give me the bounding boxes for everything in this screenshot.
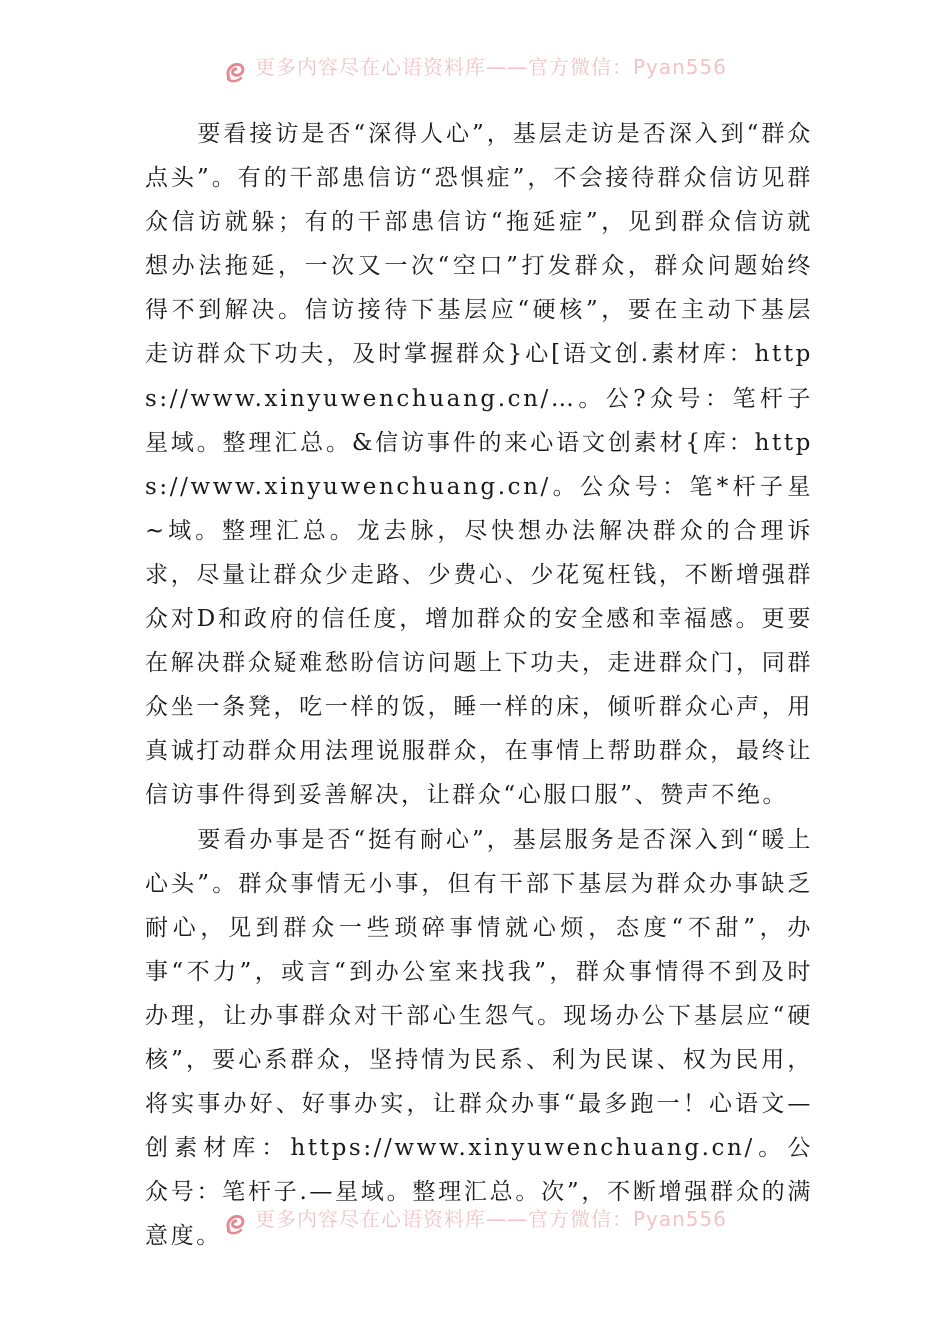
paragraph-2-text: 要看办事是否“挺有耐心”，基层服务是否深入到“暖上心头”。群众事情无小事，但有干部下基层为群众办事缺乏耐心，见到群众一些琐碎事情就心烦，态度“不甜”，办事“不力”，或言“到办公室来找我”，群众事情得不到及时办理，让办事群众对干部心生怨气。现场办公下基层应“硬核”，要心系群众，坚持情为民系、利为民谋、权为民用，将实事办好、好事办实，让群众办事“最多跑一！心语文—创素材库：https://www.xinyuwenchuang.cn/。公众号：笔杆子.—星域。整理汇总。次”，不断增强群众的满意度。 [145, 826, 813, 1250]
document-body [145, 112, 813, 1258]
spiral-logo-icon [223, 58, 249, 84]
paragraph-2 [145, 818, 813, 1259]
spiral-logo-icon [223, 1210, 249, 1236]
footer-watermark [0, 1206, 950, 1240]
header-watermark-text: 更多内容尽在心语资料库——官方微信：Pyan556 [254, 54, 727, 79]
header-watermark [0, 54, 950, 88]
footer-watermark-text: 更多内容尽在心语资料库——官方微信：Pyan556 [254, 1206, 727, 1231]
paragraph-1-text: 要看接访是否“深得人心”，基层走访是否深入到“群众点头”。有的干部患信访“恐惧症”，不会接待群众信访见群众信访就躲；有的干部患信访“拖延症”，见到群众信访就想办法拖延，一次又一次“空口”打发群众，群众问题始终得不到解决。信访接待下基层应“硬核”，要在主动下基层走访群众下功夫，及时掌握群众}心[语文创.素材库：https://www.xinyuwenchuang.cn/…。公?众号：笔杆子星域。整理汇总。&信访事件的来心语文创素材{库：https://www.xinyuwenchuang.cn/。公众号：笔*杆子星~域。整理汇总。龙去脉，尽快想办法解决群众的合理诉求，尽量让群众少走路、少费心、少花冤枉钱，不断增强群众对D和政府的信任度，增加群众的安全感和幸福感。更要在解决群众疑难愁盼信访问题上下功夫，走进群众门，同群众坐一条凳，吃一样的饭，睡一样的床，倾听群众心声，用真诚打动群众用法理说服群众，在事情上帮助群众，最终让信访事件得到妥善解决，让群众“心服口服”、赞声不绝。 [145, 121, 813, 809]
paragraph-1 [145, 112, 813, 818]
